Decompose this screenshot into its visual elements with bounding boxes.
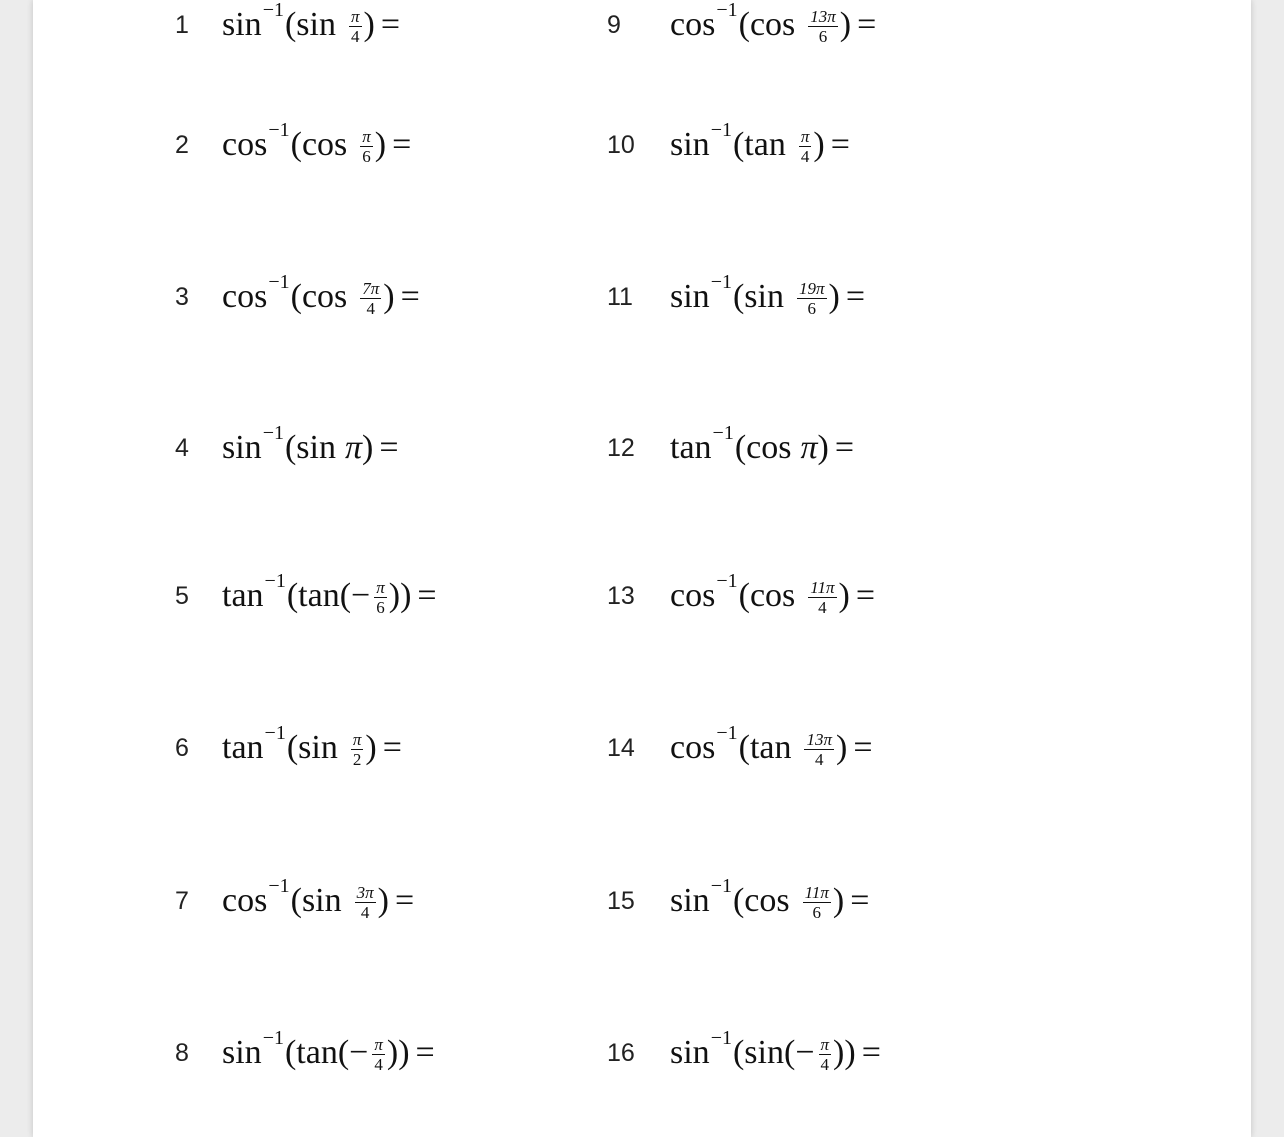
open-paren: ( bbox=[732, 882, 745, 919]
fraction-numerator: π bbox=[820, 1034, 830, 1054]
equals-sign: = bbox=[830, 126, 850, 163]
equals-sign: = bbox=[415, 1034, 435, 1071]
inverse-superscript: −1 bbox=[716, 569, 738, 592]
fraction-denominator: 6 bbox=[818, 26, 828, 46]
open-paren: ( bbox=[738, 577, 750, 614]
math-expression bbox=[670, 569, 876, 617]
close-paren-inner: ) bbox=[833, 1034, 845, 1071]
minus-sign: − bbox=[795, 1034, 815, 1071]
inner-function: cos bbox=[749, 6, 796, 43]
problem-number: 16 bbox=[607, 1038, 635, 1067]
problem-number: 7 bbox=[175, 886, 189, 915]
inverse-superscript: −1 bbox=[268, 270, 290, 293]
close-paren: ) bbox=[363, 6, 375, 43]
fraction-argument bbox=[374, 579, 387, 616]
math-expression bbox=[222, 721, 402, 769]
inverse-superscript: −1 bbox=[710, 874, 732, 897]
fraction-denominator: 4 bbox=[360, 902, 370, 922]
outer-function: sin bbox=[670, 1034, 710, 1071]
equals-sign: = bbox=[845, 278, 866, 315]
inverse-superscript: −1 bbox=[262, 421, 284, 444]
problem-number: 6 bbox=[175, 733, 189, 762]
problem-number: 15 bbox=[607, 886, 635, 915]
fraction-denominator: 4 bbox=[818, 597, 827, 617]
problem-number: 3 bbox=[175, 282, 189, 311]
equals-sign: = bbox=[380, 6, 401, 43]
fraction-argument bbox=[797, 280, 827, 317]
fraction-argument bbox=[372, 1036, 385, 1073]
inner-function: sin bbox=[301, 882, 342, 919]
fraction-denominator: 6 bbox=[362, 146, 371, 166]
inner-function: cos bbox=[301, 126, 348, 163]
inner-function: sin bbox=[744, 278, 784, 315]
open-paren: ( bbox=[290, 882, 302, 919]
math-expression bbox=[670, 0, 877, 46]
fraction-argument bbox=[360, 280, 381, 317]
outer-function: sin bbox=[222, 1034, 262, 1071]
close-paren-inner: ) bbox=[388, 577, 401, 614]
fraction-argument bbox=[355, 884, 376, 921]
close-paren: ) bbox=[844, 1034, 856, 1071]
math-expression bbox=[222, 874, 415, 922]
open-paren: ( bbox=[290, 278, 302, 315]
close-paren: ) bbox=[383, 278, 395, 315]
equals-sign: = bbox=[379, 429, 399, 466]
fraction-argument bbox=[808, 579, 836, 616]
math-expression bbox=[222, 1026, 435, 1074]
math-expression bbox=[670, 421, 855, 467]
open-paren-inner: ( bbox=[783, 1034, 796, 1071]
inverse-superscript: −1 bbox=[264, 721, 286, 744]
inner-function: sin bbox=[744, 1034, 784, 1071]
fraction-argument bbox=[360, 128, 373, 165]
math-expression bbox=[670, 270, 866, 318]
fraction-numerator: π bbox=[362, 126, 371, 146]
inverse-superscript: −1 bbox=[264, 569, 286, 592]
inverse-superscript: −1 bbox=[710, 118, 732, 141]
problem-number: 5 bbox=[175, 581, 189, 610]
inverse-superscript: −1 bbox=[710, 1026, 732, 1049]
fraction-numerator: 13π bbox=[806, 729, 833, 749]
inverse-superscript: −1 bbox=[710, 270, 732, 293]
open-paren: ( bbox=[290, 126, 302, 163]
problem-number: 9 bbox=[607, 10, 621, 39]
fraction-argument bbox=[351, 731, 364, 768]
problem-number: 10 bbox=[607, 130, 635, 159]
inner-function: cos bbox=[746, 429, 792, 466]
fraction-numerator: 7π bbox=[362, 278, 380, 298]
argument: π bbox=[800, 429, 818, 466]
math-expression bbox=[222, 569, 437, 617]
open-paren-inner: ( bbox=[339, 577, 352, 614]
worksheet-page bbox=[33, 0, 1251, 1137]
fraction-numerator: π bbox=[374, 1034, 383, 1054]
close-paren: ) bbox=[362, 429, 374, 466]
equals-sign: = bbox=[850, 882, 870, 919]
equals-sign: = bbox=[400, 278, 420, 315]
outer-function: cos bbox=[222, 126, 268, 163]
fraction-argument bbox=[808, 8, 838, 45]
outer-function: cos bbox=[222, 882, 268, 919]
equals-sign: = bbox=[857, 6, 877, 43]
close-paren: ) bbox=[377, 882, 389, 919]
minus-sign: − bbox=[349, 1034, 369, 1071]
fraction-argument bbox=[819, 1036, 832, 1073]
problem-number: 4 bbox=[175, 433, 189, 462]
fraction-argument bbox=[799, 128, 812, 165]
fraction-argument bbox=[803, 884, 831, 921]
problem-number: 8 bbox=[175, 1038, 189, 1067]
inner-function: cos bbox=[749, 577, 796, 614]
close-paren: ) bbox=[400, 577, 412, 614]
equals-sign: = bbox=[392, 126, 412, 163]
inverse-superscript: −1 bbox=[716, 0, 738, 21]
fraction-numerator: 13π bbox=[810, 6, 836, 26]
outer-function: cos bbox=[670, 729, 716, 766]
problem-number: 11 bbox=[607, 282, 633, 311]
math-expression bbox=[670, 721, 873, 769]
close-paren: ) bbox=[398, 1034, 410, 1071]
fraction-denominator: 2 bbox=[352, 749, 362, 769]
math-expression bbox=[670, 874, 870, 922]
fraction-argument bbox=[804, 731, 834, 768]
fraction-numerator: π bbox=[350, 6, 360, 26]
outer-function: tan bbox=[670, 429, 712, 466]
inner-function: sin bbox=[296, 429, 336, 466]
inverse-superscript: −1 bbox=[268, 118, 290, 141]
fraction-denominator: 6 bbox=[812, 902, 821, 922]
open-paren: ( bbox=[732, 278, 745, 315]
math-expression bbox=[222, 421, 399, 467]
outer-function: sin bbox=[670, 126, 710, 163]
math-expression bbox=[670, 1026, 881, 1074]
close-paren: ) bbox=[839, 6, 852, 43]
fraction-denominator: 6 bbox=[807, 298, 816, 318]
open-paren: ( bbox=[732, 126, 745, 163]
math-expression bbox=[222, 270, 420, 318]
fraction-numerator: 19π bbox=[798, 278, 825, 298]
problem-number: 12 bbox=[607, 433, 635, 462]
argument: π bbox=[344, 429, 363, 466]
fraction-denominator: 4 bbox=[374, 1054, 383, 1074]
inner-function: tan bbox=[749, 729, 792, 766]
problem-number: 1 bbox=[175, 10, 189, 39]
fraction-denominator: 4 bbox=[351, 26, 360, 46]
close-paren: ) bbox=[838, 577, 850, 614]
equals-sign: = bbox=[853, 729, 873, 766]
open-paren: ( bbox=[284, 429, 297, 466]
outer-function: cos bbox=[670, 6, 716, 43]
close-paren: ) bbox=[828, 278, 840, 315]
close-paren-inner: ) bbox=[386, 1034, 399, 1071]
fraction-numerator: π bbox=[800, 126, 810, 146]
fraction-argument bbox=[349, 8, 362, 45]
fraction-denominator: 6 bbox=[376, 597, 385, 617]
inverse-superscript: −1 bbox=[268, 874, 290, 897]
fraction-denominator: 4 bbox=[820, 1054, 830, 1074]
outer-function: sin bbox=[222, 6, 262, 43]
inverse-superscript: −1 bbox=[716, 721, 738, 744]
open-paren: ( bbox=[734, 429, 747, 466]
close-paren: ) bbox=[817, 429, 829, 466]
inner-function: sin bbox=[298, 729, 338, 766]
close-paren: ) bbox=[832, 882, 845, 919]
outer-function: cos bbox=[670, 577, 716, 614]
inner-function: sin bbox=[296, 6, 336, 43]
inner-function: cos bbox=[301, 278, 348, 315]
open-paren-inner: ( bbox=[337, 1034, 350, 1071]
close-paren: ) bbox=[836, 729, 848, 766]
inner-function: cos bbox=[744, 882, 790, 919]
open-paren: ( bbox=[732, 1034, 745, 1071]
equals-sign: = bbox=[861, 1034, 881, 1071]
fraction-denominator: 4 bbox=[800, 146, 810, 166]
fraction-numerator: 3π bbox=[356, 882, 374, 902]
outer-function: tan bbox=[222, 729, 264, 766]
open-paren: ( bbox=[284, 6, 297, 43]
equals-sign: = bbox=[382, 729, 402, 766]
open-paren: ( bbox=[284, 1034, 297, 1071]
equals-sign: = bbox=[855, 577, 876, 614]
outer-function: sin bbox=[670, 882, 710, 919]
close-paren: ) bbox=[374, 126, 387, 163]
open-paren: ( bbox=[286, 729, 299, 766]
fraction-numerator: 11π bbox=[804, 882, 829, 902]
math-expression bbox=[670, 118, 850, 166]
open-paren: ( bbox=[738, 729, 750, 766]
equals-sign: = bbox=[834, 429, 855, 466]
fraction-numerator: 11π bbox=[810, 577, 835, 597]
equals-sign: = bbox=[417, 577, 437, 614]
problem-number: 2 bbox=[175, 130, 189, 159]
math-expression bbox=[222, 118, 412, 166]
inner-function: tan bbox=[744, 126, 786, 163]
outer-function: tan bbox=[222, 577, 264, 614]
inner-function: tan bbox=[298, 577, 340, 614]
close-paren: ) bbox=[813, 126, 825, 163]
outer-function: cos bbox=[222, 278, 268, 315]
fraction-numerator: π bbox=[376, 577, 385, 597]
close-paren: ) bbox=[365, 729, 377, 766]
fraction-denominator: 4 bbox=[815, 749, 824, 769]
inverse-superscript: −1 bbox=[712, 421, 734, 444]
problem-number: 14 bbox=[607, 733, 635, 762]
minus-sign: − bbox=[351, 577, 371, 614]
math-expression bbox=[222, 0, 401, 46]
problem-number: 13 bbox=[607, 581, 635, 610]
inverse-superscript: −1 bbox=[262, 1026, 284, 1049]
outer-function: sin bbox=[670, 278, 710, 315]
fraction-denominator: 4 bbox=[366, 298, 376, 318]
inverse-superscript: −1 bbox=[262, 0, 284, 21]
open-paren: ( bbox=[738, 6, 750, 43]
equals-sign: = bbox=[394, 882, 415, 919]
inner-function: tan bbox=[296, 1034, 338, 1071]
open-paren: ( bbox=[286, 577, 299, 614]
fraction-numerator: π bbox=[352, 729, 362, 749]
outer-function: sin bbox=[222, 429, 262, 466]
